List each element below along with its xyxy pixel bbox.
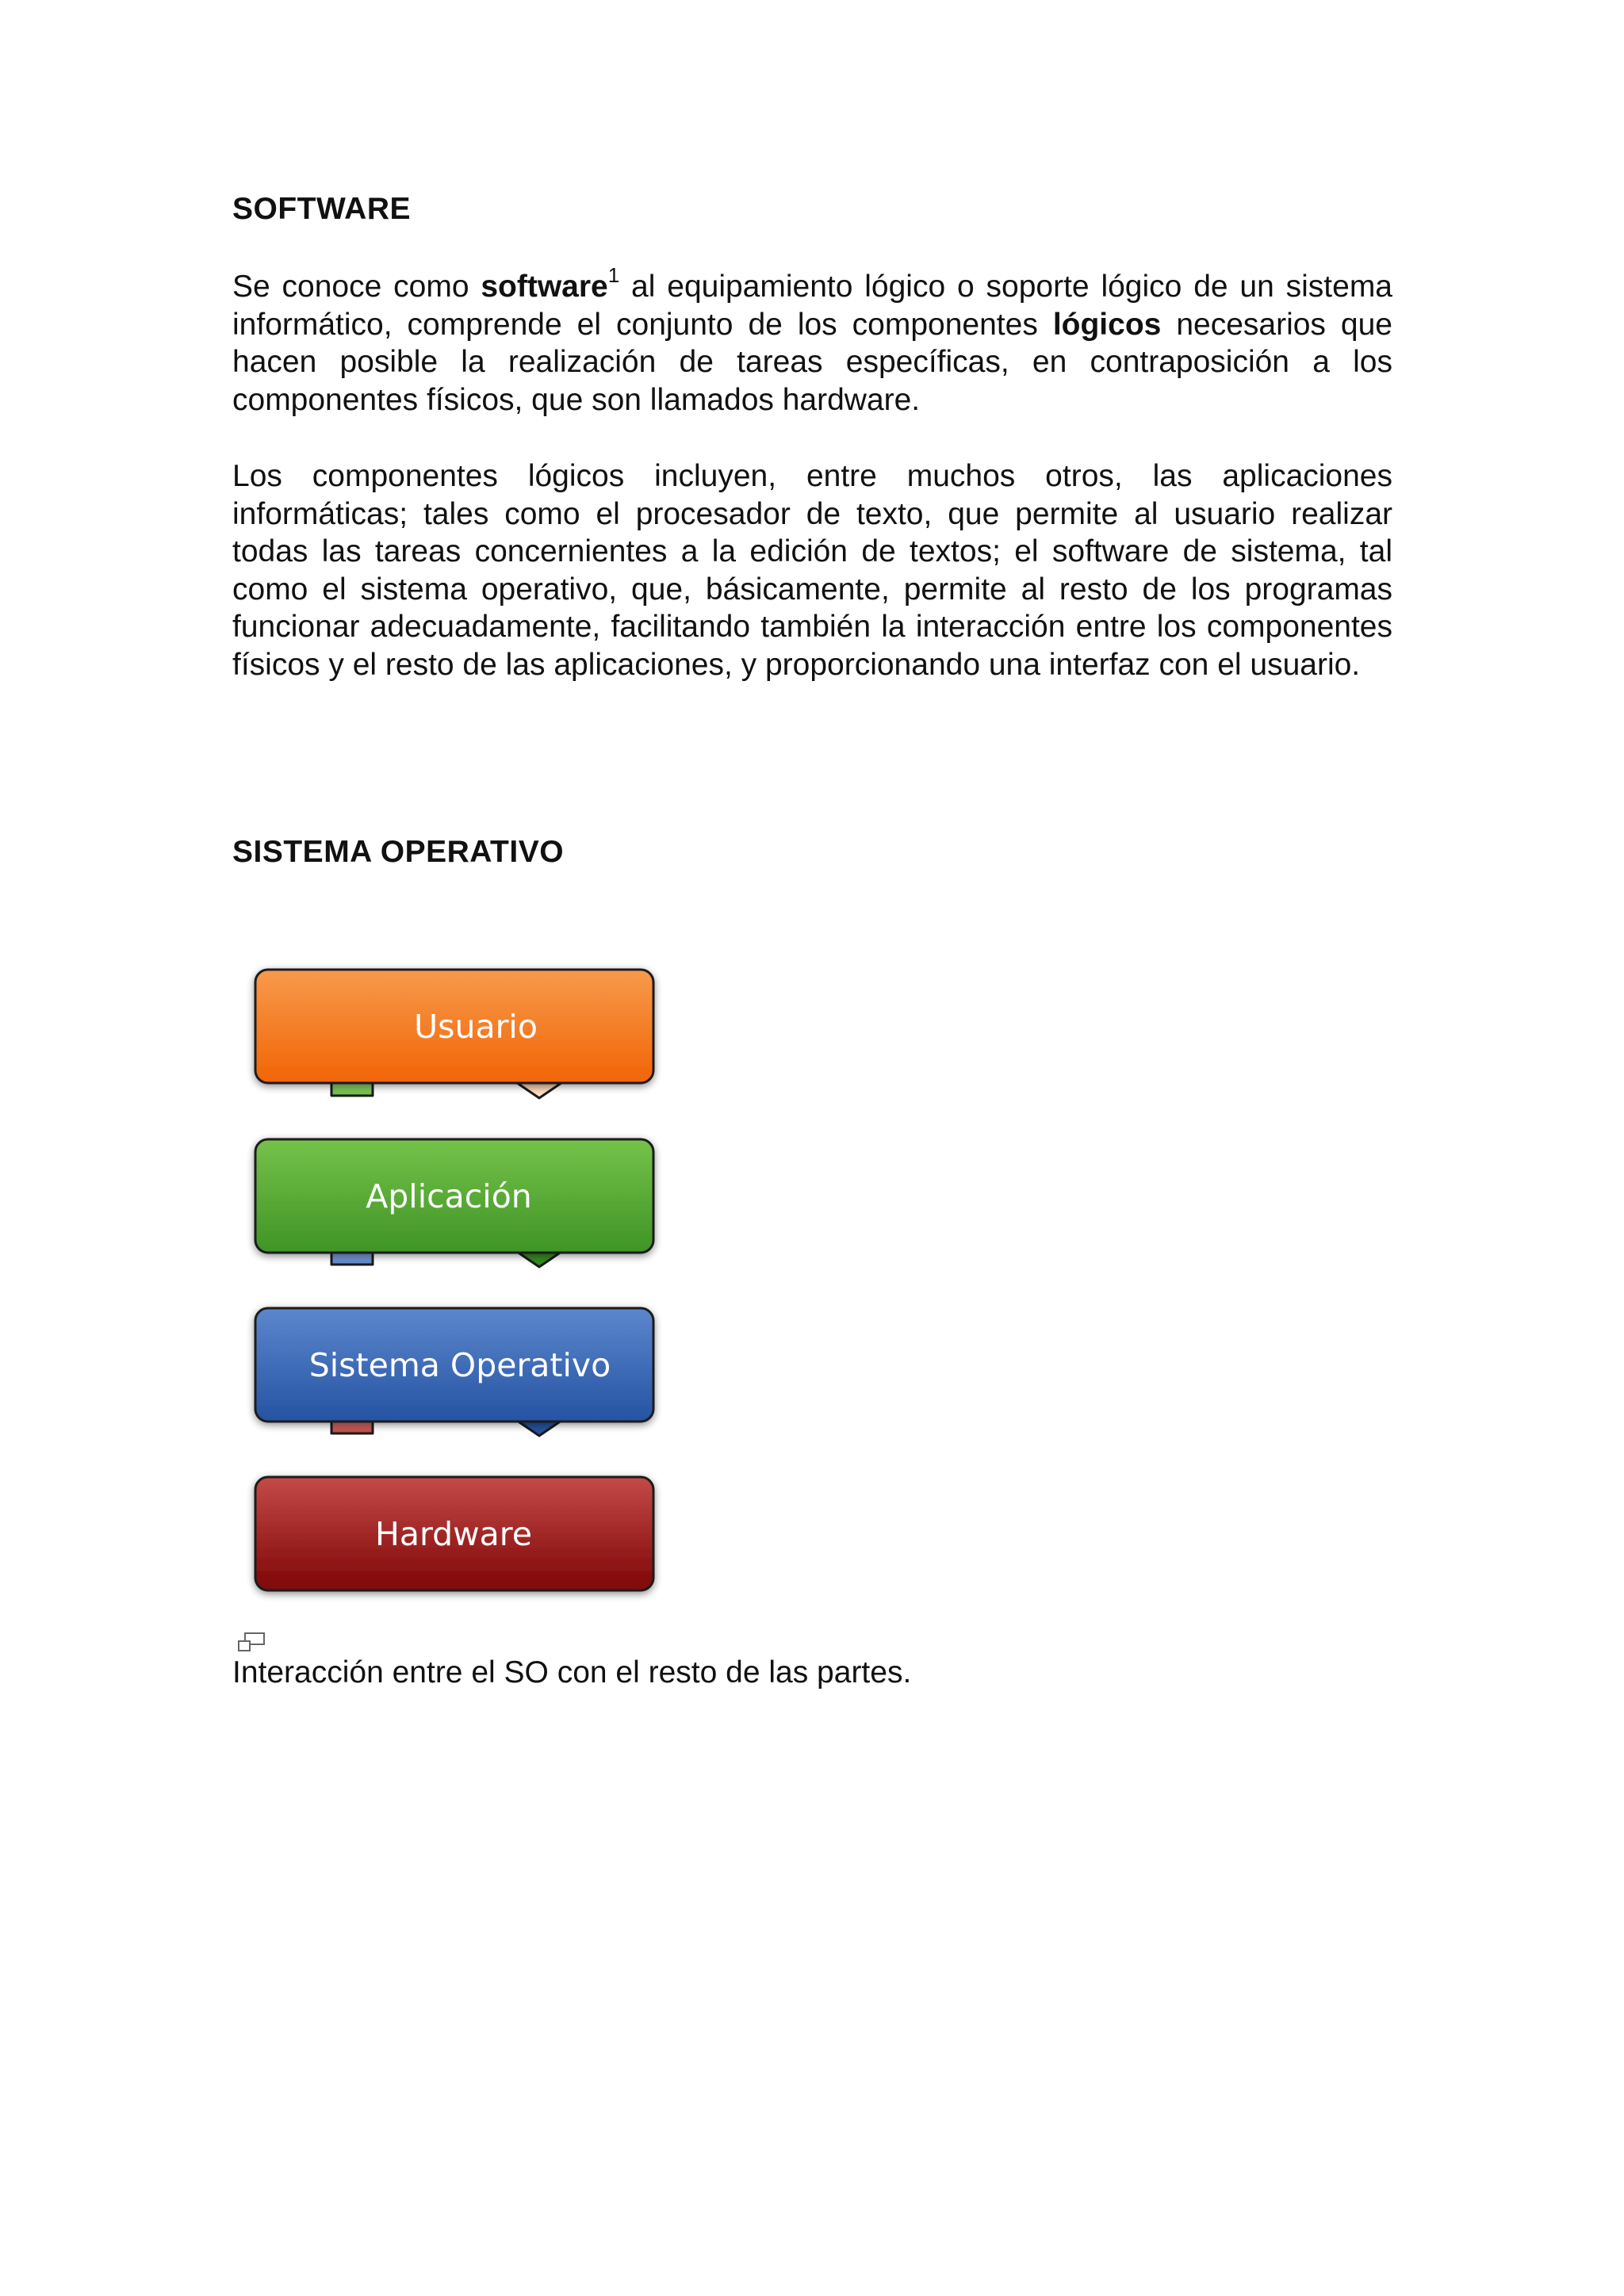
section-heading-sistema-operativo: SISTEMA OPERATIVO (232, 835, 565, 869)
os-layers-diagram (238, 955, 678, 1609)
layer-hardware (255, 1477, 653, 1590)
p1-part3: necesarios que hacen posible la realización de tareas específicas, en contraposición a los componentes físicos, que son llamados hardware. (232, 307, 1392, 417)
term-software: software (481, 270, 608, 304)
footnote-ref[interactable]: 1 (607, 263, 620, 287)
enlarge-image-icon[interactable] (236, 1632, 266, 1654)
layer-label-sistema-operativo: Sistema Operativo (308, 1346, 611, 1384)
layer-sistema-operativo (255, 1308, 653, 1422)
software-components-paragraph: Los componentes lógicos incluyen, entre muchos otros, las aplicaciones informáticas; tales como el procesador de texto, que permite al usuario realizar todas las tareas concernientes a la edición de textos; el software de sistema, tal como el sistema operativo, que, básicamente, permite al resto de los programas funcionar adecuadamente, facilitando también la interacción entre los componentes físicos y el resto de las aplicaciones, y proporcionando una interfaz con el usuario. (232, 459, 1392, 682)
layer-aplicacion (255, 1139, 653, 1253)
p1-intro: Se conoce como (232, 270, 481, 304)
term-logicos: lógicos (1052, 307, 1162, 342)
layer-label-aplicacion: Aplicación (366, 1177, 532, 1215)
layer-usuario (255, 970, 653, 1083)
layer-label-hardware: Hardware (375, 1515, 532, 1553)
layer-label-usuario: Usuario (414, 1008, 538, 1046)
p1-part2: al equipamiento lógico o soporte lógico de un sistema informático, comprende el conjunto de los componentes (232, 270, 1392, 342)
software-definition-paragraph (232, 263, 1392, 419)
section-heading-software: SOFTWARE (232, 192, 411, 226)
diagram-caption: Interacción entre el SO con el resto de las partes. (232, 1655, 912, 1689)
